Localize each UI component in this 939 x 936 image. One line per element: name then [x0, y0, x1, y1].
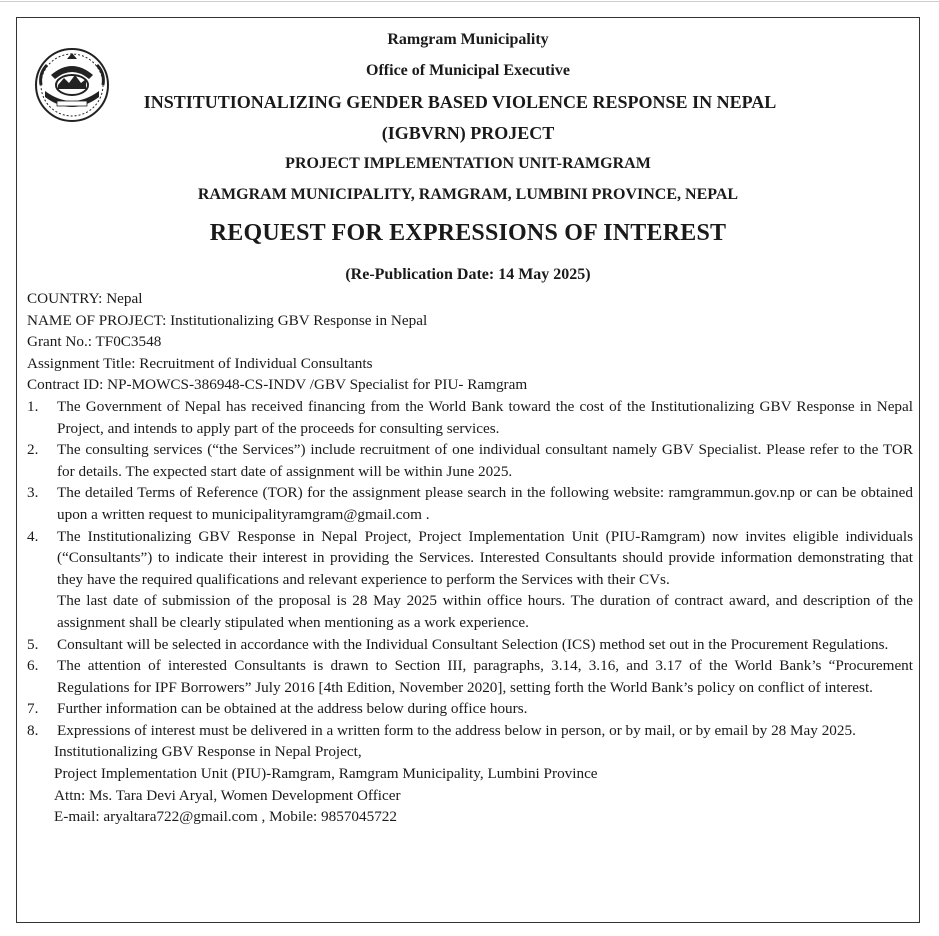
item-text-continued: The last date of submission of the proposal is 28 May 2025 within office hours. The duration of contract award, and description of the assignment shall be clearly stipulated when mentioning as a work experience.: [57, 592, 913, 631]
item-text: The detailed Terms of Reference (TOR) for the assignment please search in the following website: ramgrammun.gov.np or can be obtained upon a written request to municipalityramgram@gmail.com .: [57, 484, 913, 523]
list-item: [27, 634, 913, 656]
assignment-line: Assignment Title: Recruitment of Individual Consultants: [27, 354, 373, 372]
item-text: The Institutionalizing GBV Response in Nepal Project, Project Implementation Unit (PIU-Ramgram) now invites eligible individuals (“Consultants”) to indicate their interest in providing the Services. Interested Consultants should provide information demonstrating that they have the required qualifications and relevant experience to perform the Services with their CVs.: [57, 527, 913, 588]
list-item: [27, 439, 913, 482]
list-item: [27, 698, 913, 720]
item-number: 7.: [27, 700, 39, 718]
item-text: The Government of Nepal has received financing from the World Bank toward the cost of the Institutionalizing GBV Response in Nepal Project, and intends to apply part of the proceeds for consulting services.: [57, 397, 913, 437]
notice-title: REQUEST FOR EXPRESSIONS OF INTEREST: [209, 220, 727, 246]
municipality-name: Ramgram Municipality: [387, 31, 549, 48]
grant-line: Grant No.: TF0C3548: [27, 333, 162, 351]
item-number: 8.: [27, 721, 39, 739]
address-line-attn: Attn: Ms. Tara Devi Aryal, Women Development Officer: [54, 786, 401, 804]
address-line-contact: E-mail: aryaltara722@gmail.com , Mobile: 9857045722: [54, 808, 397, 826]
list-item: [27, 655, 913, 698]
notice-items: [27, 396, 913, 742]
nepal-government-emblem-icon: [31, 45, 113, 125]
project-title-line1: INSTITUTIONALIZING GENDER BASED VIOLENCE RESPONSE IN NEPAL: [143, 92, 777, 112]
contract-id-line: Contract ID: NP-MOWCS-386948-CS-INDV /GBV Specialist for PIU- Ramgram: [27, 376, 528, 394]
item-text: Further information can be obtained at the address below during office hours.: [57, 700, 528, 718]
item-number: 5.: [27, 635, 39, 653]
republication-date: (Re-Publication Date: 14 May 2025): [345, 266, 591, 283]
office-name: Office of Municipal Executive: [366, 62, 570, 79]
list-item: [27, 396, 913, 439]
list-item: [27, 720, 913, 742]
contact-address: [27, 741, 913, 827]
unit-name: PROJECT IMPLEMENTATION UNIT-RAMGRAM: [285, 155, 651, 172]
address-line-project: Institutionalizing GBV Response in Nepal Project,: [54, 743, 362, 761]
project-meta: [27, 288, 913, 396]
list-item: [27, 482, 913, 525]
item-text: The attention of interested Consultants is drawn to Section III, paragraphs, 3.14, 3.16, and 3.17 of the World Bank’s “Procurement Regulations for IPF Borrowers” July 2016 [4th Edition, November 2020], setting forth the World Bank’s policy on conflict of interest.: [57, 657, 913, 696]
item-number: 4.: [27, 527, 39, 545]
country-line: COUNTRY: Nepal: [27, 290, 143, 307]
item-number: 6.: [27, 657, 39, 675]
notice-body: [27, 288, 913, 828]
project-name-line: NAME OF PROJECT: Institutionalizing GBV Response in Nepal: [27, 311, 428, 329]
item-text: Consultant will be selected in accordance with the Individual Consultant Selection (ICS) method set out in the Procurement Regulations.: [57, 635, 889, 653]
page-top-rule: [0, 1, 939, 2]
item-number: 3.: [27, 484, 39, 502]
item-number: 1.: [27, 397, 39, 415]
address-line-unit: Project Implementation Unit (PIU)-Ramgram, Ramgram Municipality, Lumbini Province: [54, 765, 598, 783]
item-number: 2.: [27, 441, 39, 459]
project-title-line2: (IGBVRN) PROJECT: [381, 123, 555, 143]
list-item: [27, 526, 913, 634]
address-heading: RAMGRAM MUNICIPALITY, RAMGRAM, LUMBINI PROVINCE, NEPAL: [197, 186, 739, 203]
item-text: The consulting services (“the Services”) include recruitment of one individual consultant namely GBV Specialist. Please refer to the TOR for details. The expected start date of assignment will be within June 2025.: [57, 441, 913, 480]
item-text: Expressions of interest must be delivered in a written form to the address below in person, or by mail, or by email by 28 May 2025.: [57, 721, 856, 739]
